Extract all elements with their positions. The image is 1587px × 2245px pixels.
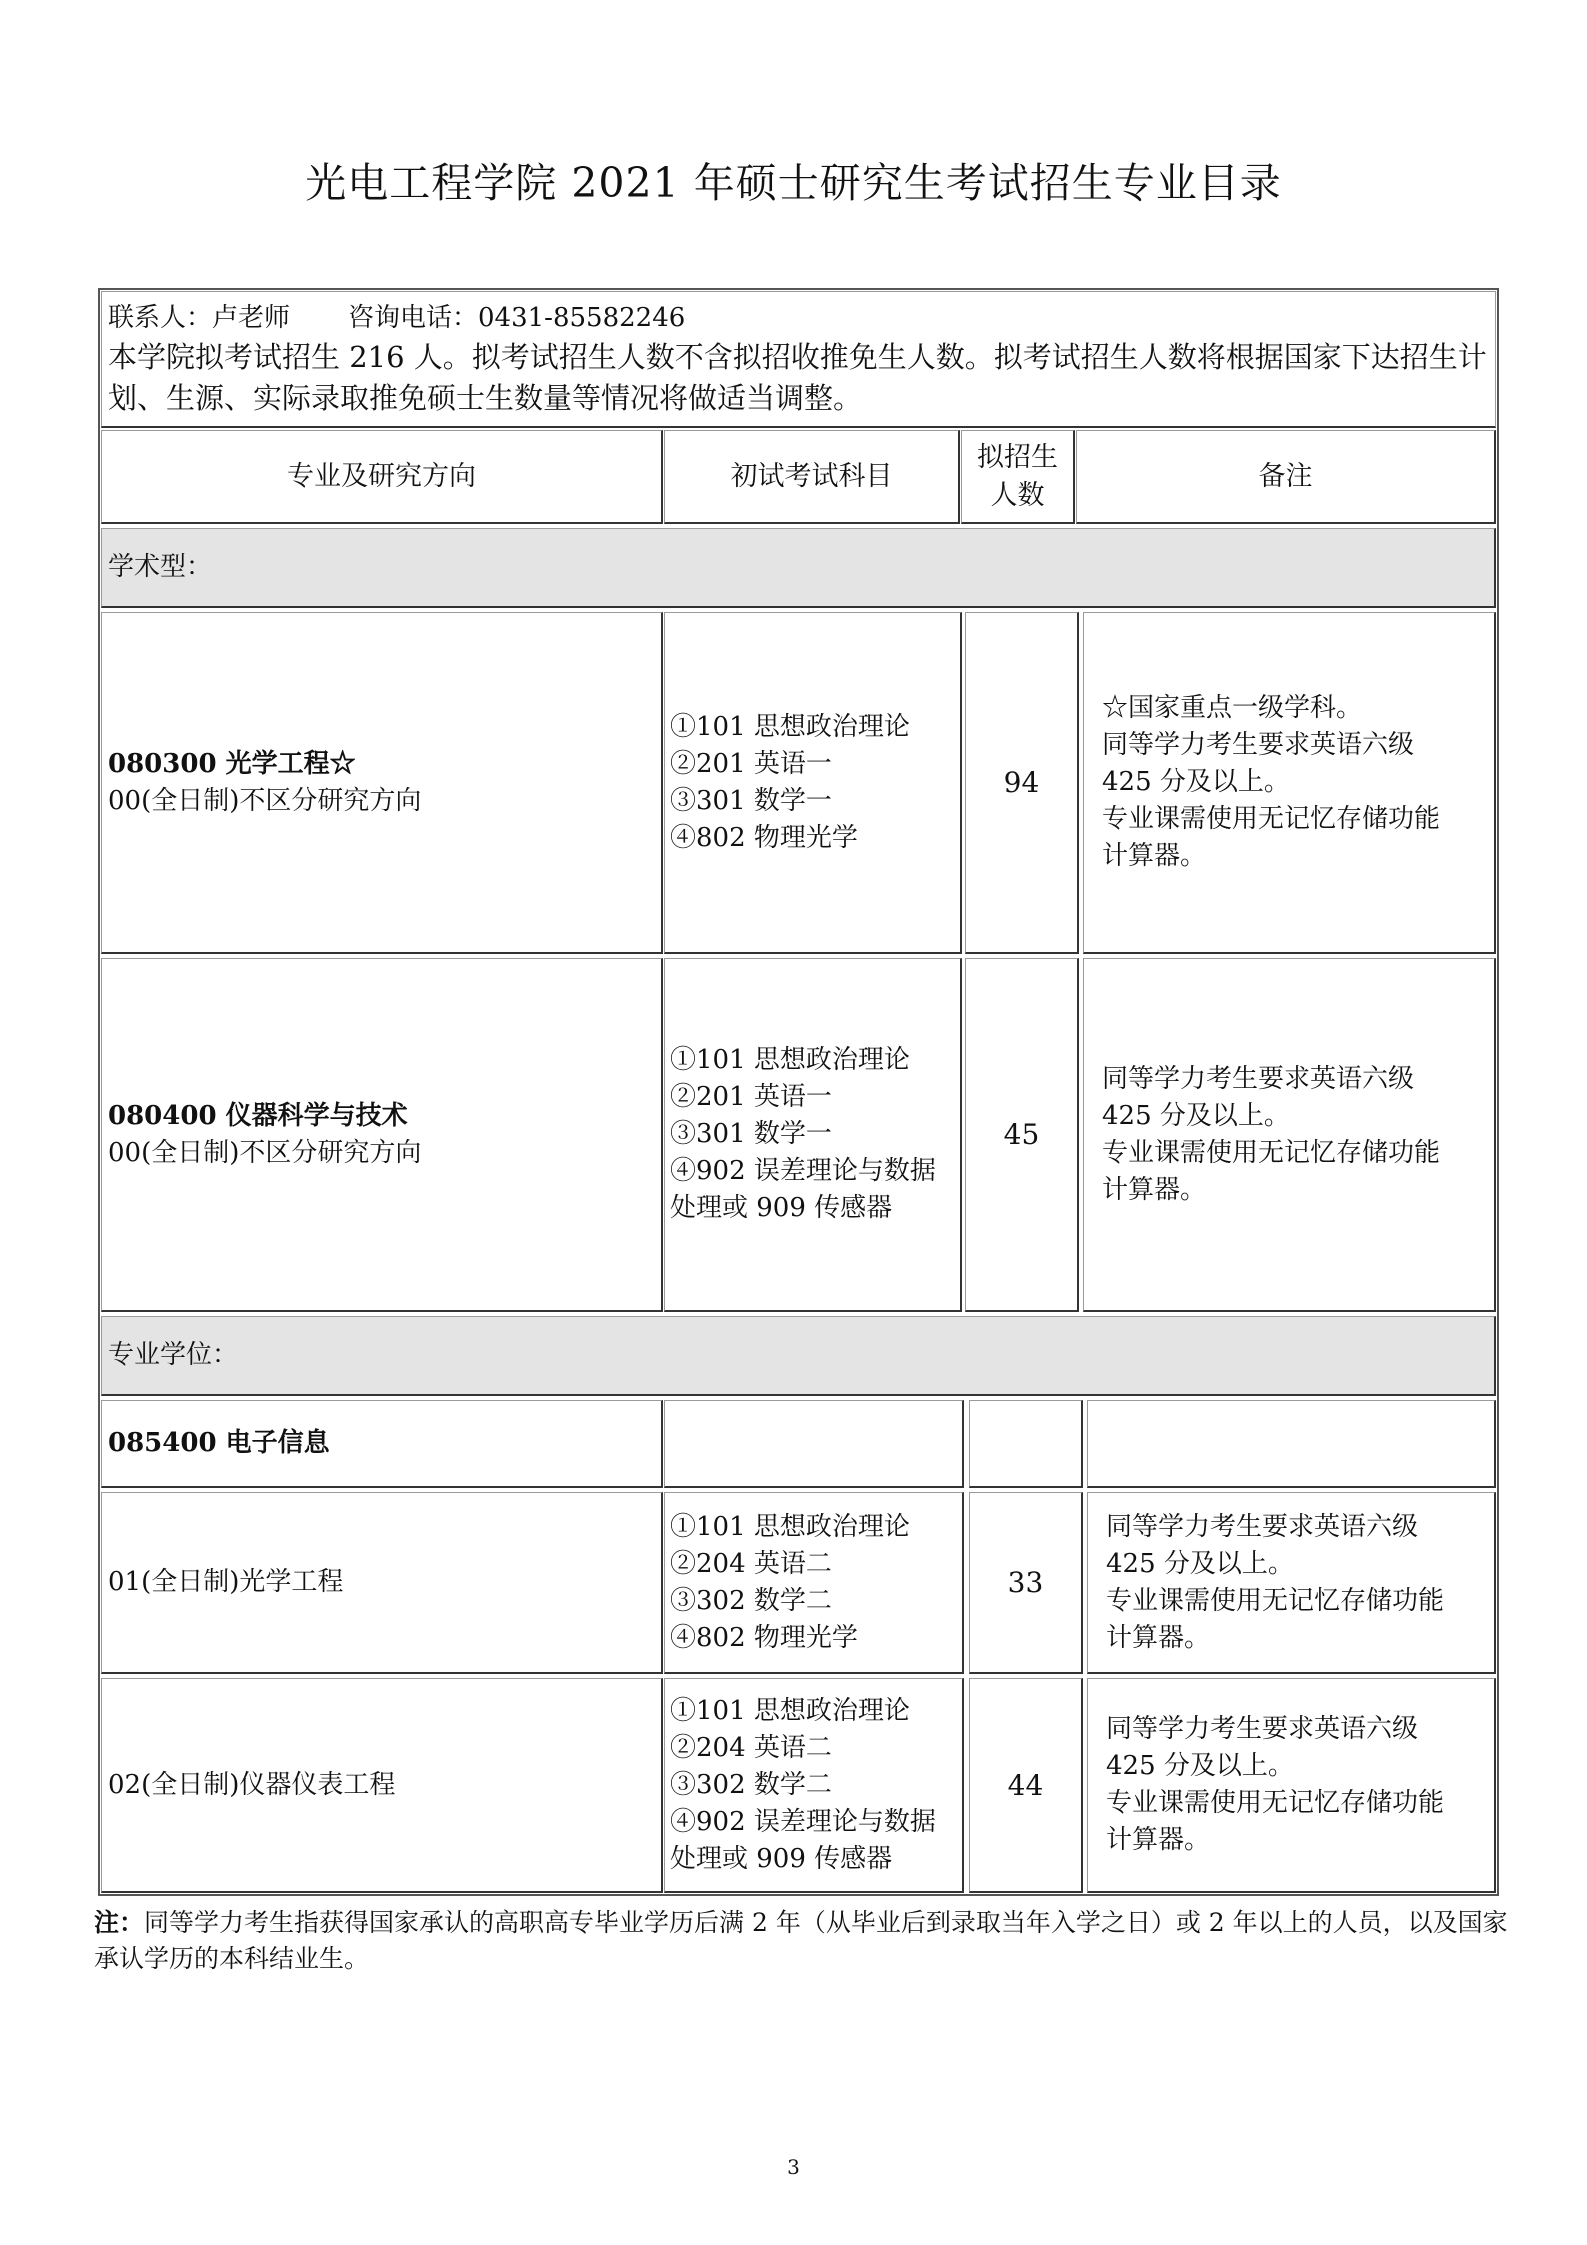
table-row-085400-major xyxy=(101,1400,663,1488)
header-quota xyxy=(961,430,1075,524)
table-row-02-exams xyxy=(664,1678,964,1893)
major-code: 080300 光学工程☆ xyxy=(108,748,356,779)
header-major: 专业及研究方向 xyxy=(101,430,663,524)
header-remarks: 备注 xyxy=(1076,430,1496,524)
table-row-080400-major xyxy=(101,958,663,1312)
section-professional-label: 专业学位： xyxy=(108,1340,239,1370)
remark-line: 同等学力考生要求英语六级 xyxy=(1102,1063,1415,1094)
remark-line: 计算器。 xyxy=(1106,1622,1211,1653)
table-row-080300-exams xyxy=(664,612,962,954)
table-row-080300-major xyxy=(101,612,663,954)
table-row-080300-remarks xyxy=(1083,612,1496,954)
exam-subject: ③301 数学一 xyxy=(670,785,832,816)
exam-subject: ④902 误差理论与数据 xyxy=(670,1806,936,1837)
exam-subject: ③301 数学一 xyxy=(670,1119,832,1149)
table-row-080400-remarks xyxy=(1083,958,1496,1312)
exam-subject: 处理或 909 传感器 xyxy=(670,1193,893,1223)
table-row-085400-quota xyxy=(969,1400,1083,1488)
exam-subject: ①101 思想政治理论 xyxy=(670,1511,910,1542)
exam-subject: ③302 数学二 xyxy=(670,1769,832,1800)
table-row-01-quota: 33 xyxy=(969,1492,1083,1674)
header-exam: 初试考试科目 xyxy=(664,430,960,524)
remark-line: 同等学力考生要求英语六级 xyxy=(1106,1511,1419,1542)
table-row-085400-remarks xyxy=(1087,1400,1496,1488)
contact-box xyxy=(101,291,1496,428)
research-direction: 00(全日制)不区分研究方向 xyxy=(108,1137,422,1168)
intro-text: 本学院拟考试招生 216 人。拟考试招生人数不含拟招收推免生人数。拟考试招生人数将根据国家下达招生计划、生源、实际录取推免硕士生数量等情况将做适当调整。 xyxy=(108,340,1487,415)
contact-person: 联系人：卢老师 xyxy=(108,303,291,333)
remark-line: 计算器。 xyxy=(1102,841,1207,871)
section-academic xyxy=(101,528,1496,608)
remark-line: 425 分及以上。 xyxy=(1102,767,1290,797)
remark-line: ☆国家重点一级学科。 xyxy=(1102,693,1363,723)
remark-line: 计算器。 xyxy=(1106,1825,1211,1855)
exam-subject: ③302 数学二 xyxy=(670,1585,832,1616)
remark-line: 计算器。 xyxy=(1102,1174,1207,1205)
exam-subject: ②201 英语一 xyxy=(670,748,832,779)
major-code: 085400 电子信息 xyxy=(108,1428,330,1458)
table-row-02-remarks xyxy=(1087,1678,1496,1893)
header-quota-line2: 人数 xyxy=(990,479,1045,511)
exam-subject: ②204 英语二 xyxy=(670,1548,832,1579)
table-row-080400-quota: 45 xyxy=(965,958,1079,1312)
exam-subject: ②204 英语二 xyxy=(670,1732,832,1763)
remark-line: 专业课需使用无记忆存储功能 xyxy=(1102,804,1441,834)
page-title: 光电工程学院 2021 年硕士研究生考试招生专业目录 xyxy=(305,159,1282,207)
table-row-080400-exams xyxy=(664,958,962,1312)
remark-line: 专业课需使用无记忆存储功能 xyxy=(1102,1137,1441,1168)
section-academic-label: 学术型： xyxy=(108,552,213,582)
research-direction: 01(全日制)光学工程 xyxy=(108,1567,344,1597)
table-row-01-major xyxy=(101,1492,663,1674)
research-direction: 02(全日制)仪器仪表工程 xyxy=(108,1769,396,1800)
table-row-01-exams xyxy=(664,1492,964,1674)
exam-subject: ④802 物理光学 xyxy=(670,1622,858,1653)
table-row-02-quota: 44 xyxy=(969,1678,1083,1893)
table-row-01-remarks xyxy=(1087,1492,1496,1674)
exam-subject: ④802 物理光学 xyxy=(670,822,858,853)
table-row-02-major xyxy=(101,1678,663,1893)
header-quota-line1: 拟招生 xyxy=(977,441,1058,473)
footnote xyxy=(94,1905,1514,1977)
research-direction: 00(全日制)不区分研究方向 xyxy=(108,785,422,816)
remark-line: 同等学力考生要求英语六级 xyxy=(1106,1714,1419,1744)
remark-line: 425 分及以上。 xyxy=(1102,1100,1290,1131)
footnote-label: 注： xyxy=(94,1908,145,1937)
exam-subject: ④902 误差理论与数据 xyxy=(670,1156,936,1186)
exam-subject: ①101 思想政治理论 xyxy=(670,1045,910,1075)
page-number: 3 xyxy=(787,2155,800,2179)
exam-subject: ①101 思想政治理论 xyxy=(670,711,910,742)
table-row-085400-exams xyxy=(664,1400,964,1488)
table-row-080300-quota: 94 xyxy=(965,612,1079,954)
remark-line: 专业课需使用无记忆存储功能 xyxy=(1106,1585,1445,1616)
contact-phone: 咨询电话：0431-85582246 xyxy=(348,303,686,333)
remark-line: 425 分及以上。 xyxy=(1106,1548,1294,1579)
exam-subject: ②201 英语一 xyxy=(670,1082,832,1112)
exam-subject: 处理或 909 传感器 xyxy=(670,1843,893,1874)
exam-subject: ①101 思想政治理论 xyxy=(670,1695,910,1726)
remark-line: 425 分及以上。 xyxy=(1106,1751,1294,1781)
footnote-text: 同等学力考生指获得国家承认的高职高专毕业学历后满 2 年（从毕业后到录取当年入学之日）或 2 年以上的人员，以及国家承认学历的本科结业生。 xyxy=(94,1908,1508,1973)
major-code: 080400 仪器科学与技术 xyxy=(108,1100,408,1131)
section-professional xyxy=(101,1316,1496,1396)
remark-line: 同等学力考生要求英语六级 xyxy=(1102,730,1415,760)
remark-line: 专业课需使用无记忆存储功能 xyxy=(1106,1788,1445,1818)
